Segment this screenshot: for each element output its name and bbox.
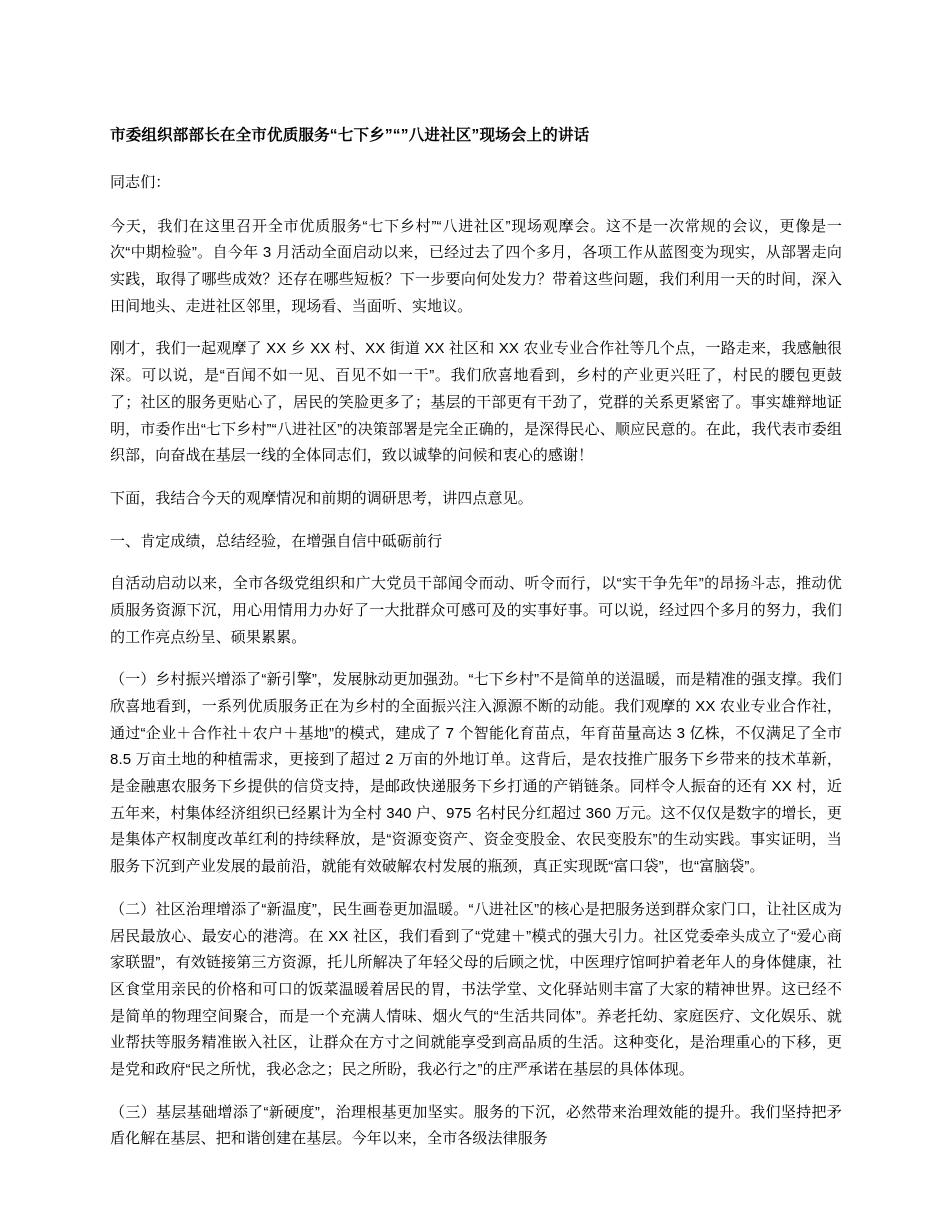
paragraph-subsection-two: （二）社区治理增添了“新温度”，民生画卷更加温暖。“八进社区”的核心是把服务送到群众家门口，让社区成为居民最放心、最安心的港湾。在 XX 社区，我们看到了“党建＋”模式的强大引力。社区党委牵头成立了“爱心商家联盟”，有效链接第三方资源，托儿所解决了年轻父母的后顾之忧，中医理疗馆呵护着老年人的身体健康，社区食堂用亲民的价格和可口的饭菜温暖着居民的胃，书法学堂、文化驿站则丰富了大家的精神世界。这已经不是简单的物理空间聚合，而是一个充满人情味、烟火气的“生活共同体”。养老托幼、家庭医疗、文化娱乐、就业帮扶等服务精准嵌入社区，让群众在方寸之间就能享受到高品质的生活。这种变化，是治理重心的下移，更是党和政府“民之所忧，我必念之；民之所盼，我必行之”的庄严承诺在基层的具体体现。 (110, 900, 842, 1078)
paragraph-opening: 今天，我们在这里召开全市优质服务“七下乡村”“八进社区”现场观摩会。这不是一次常规的会议，更像是一次“中期检验”。自今年 3 月活动全面启动以来，已经过去了四个多月，各项工作从蓝图变为现实，从部署走向实践，取得了哪些成效？还存在哪些短板？下一步要向何处发力？带着这些问题，我们利用一天的时间，深入田间地头、走进社区邻里，现场看、当面听、实地议。 (110, 217, 842, 315)
paragraph-subsection-one: （一）乡村振兴增添了“新引擎”，发展脉动更加强劲。“七下乡村”不是简单的送温暖，而是精准的强支撑。我们欣喜地看到，一系列优质服务正在为乡村的全面振兴注入源源不断的动能。我们观摩的 XX 农业专业合作社，通过“企业＋合作社＋农户＋基地”的模式，建成了 7 个智能化育苗点，年育苗量高达 3 亿株，不仅满足了全市 8.5 万亩土地的种植需求，更接到了超过 2 万亩的外地订单。这背后，是农技推广服务下乡带来的技术革新，是金融惠农服务下乡提供的信贷支持，是邮政快递服务下乡打通的产销链条。同样令人振奋的还有 XX 村，近五年来，村集体经济组织已经累计为全村 340 户、975 名村民分红超过 360 万元。这不仅仅是数字的增长，更是集体产权制度改革红利的持续释放，是“资源变资产、资金变股金、农民变股东”的生动实践。事实证明，当服务下沉到产业发展的最前沿，就能有效破解农村发展的瓶颈，真正实现既“富口袋”，也“富脑袋”。 (110, 671, 842, 876)
heading-section-one: 一、肯定成绩，总结经验，在增强自信中砥砺前行 (110, 532, 443, 550)
salutation: 同志们： (110, 174, 171, 192)
paragraph-transition: 下面，我结合今天的观摩情况和前期的调研思考，讲四点意见。 (110, 489, 533, 507)
paragraph-subsection-three: （三）基层基础增添了“新硬度”，治理根基更加坚实。服务的下沉，必然带来治理效能的提升。我们坚持把矛盾化解在基层、把和谐创建在基层。今年以来，全市各级法律服务 (110, 1103, 842, 1148)
document-title: 市委组织部部长在全市优质服务“七下乡”“”八进社区”现场会上的讲话 (110, 127, 590, 144)
paragraph-section-one-intro: 自活动启动以来，全市各级党组织和广大党员干部闻令而动、听令而行，以“实干争先年”的昂扬斗志，推动优质服务资源下沉，用心用情用力办好了一大批群众可感可及的实事好事。可以说，经过四个多月的努力，我们的工作亮点纷呈、硕果累累。 (110, 575, 842, 646)
paragraph-observation: 刚才，我们一起观摩了 XX 乡 XX 村、XX 街道 XX 社区和 XX 农业专业合作社等几个点，一路走来，我感触很深。可以说，是“百闻不如一见、百见不如一干”。我们欣喜地看到，乡村的产业更兴旺了，村民的腰包更鼓了；社区的服务更贴心了，居民的笑脸更多了；基层的干部更有干劲了，党群的关系更紧密了。事实雄辩地证明，市委作出“七下乡村”“八进社区”的决策部署是完全正确的，是深得民心、顺应民意的。在此，我代表市委组织部，向奋战在基层一线的全体同志们，致以诚挚的问候和衷心的感谢！ (110, 340, 842, 465)
